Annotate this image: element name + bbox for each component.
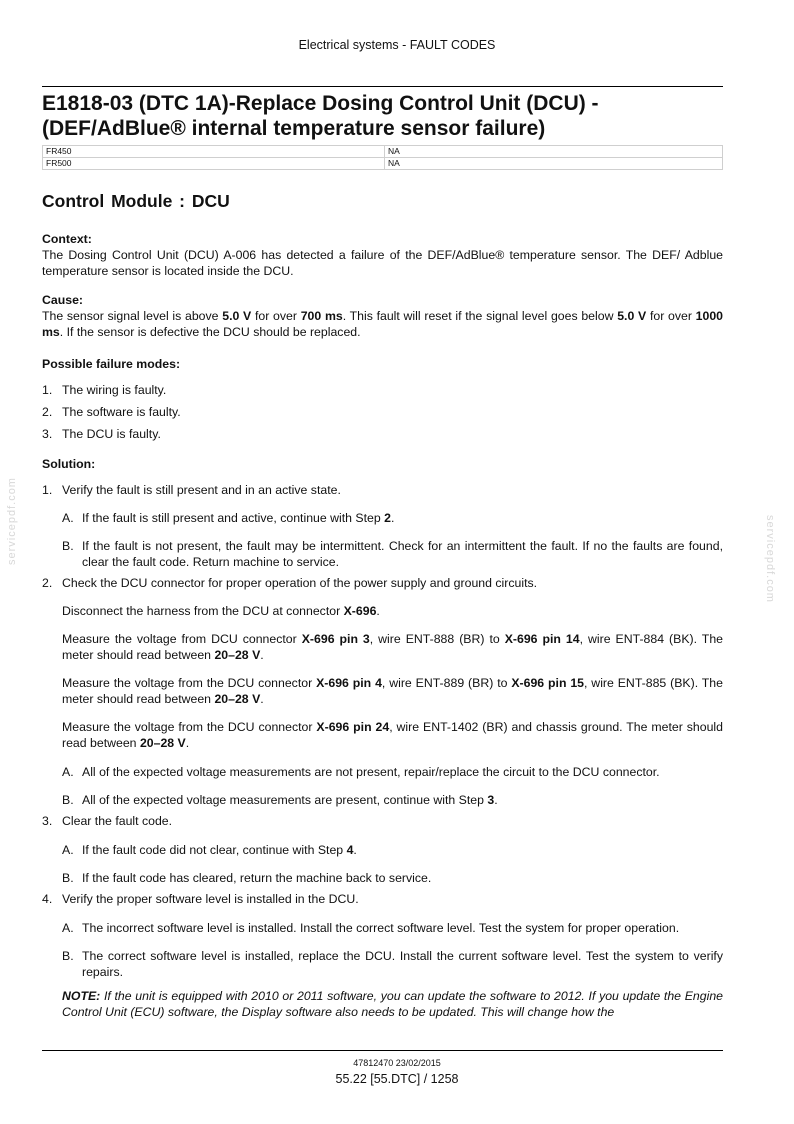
step-2-option-a: A. All of the expected voltage measurements are not present, repair/replace the circuit to the DCU connector. — [62, 765, 660, 779]
step-2-measure-3: Measure the voltage from the DCU connector X-696 pin 24, wire ENT-1402 (BR) and chassis ground. The meter should read between 20–28 V. — [62, 720, 724, 750]
value-cell: NA — [385, 146, 723, 158]
table-row — [43, 146, 723, 158]
model-cell: FR500 — [43, 158, 385, 170]
title-line-2: (DEF/AdBlue® internal temperature sensor failure) — [42, 117, 546, 140]
cause-text: The sensor signal level is above 5.0 V for over 700 ms. This fault will reset if the signal level goes below 5.0 V for over 1000 ms. If the sensor is defective the DCU should be replaced. — [42, 309, 724, 339]
list-item: 1. The wiring is faulty. — [42, 383, 167, 397]
solution-step-2: 2. Check the DCU connector for proper operation of the power supply and ground circuits. — [42, 576, 538, 590]
footer-document-id: 47812470 23/02/2015 — [353, 1058, 441, 1068]
model-applicability-table — [42, 145, 723, 170]
solution-step-4: 4. Verify the proper software level is installed in the DCU. — [42, 892, 359, 906]
value-cell: NA — [385, 158, 723, 170]
footer-page-number: 55.22 [55.DTC] / 1258 — [335, 1072, 459, 1086]
page-title — [42, 91, 732, 141]
step-2-option-b: B. All of the expected voltage measurements are present, continue with Step 3. — [62, 793, 498, 807]
list-item: 2. The software is faulty. — [42, 405, 181, 419]
list-item: 3. The DCU is faulty. — [42, 427, 161, 441]
step-1-option-b: B. If the fault is not present, the fault may be intermittent. Check for an intermittent the fault. If no the faults are found, clear the fault code. Return machine to service. — [62, 539, 723, 569]
step-1-option-a: A. If the fault is still present and active, continue with Step 2. — [62, 511, 395, 525]
main-content — [42, 231, 723, 1020]
step-3-option-a: A. If the fault code did not clear, continue with Step 4. — [62, 843, 357, 857]
solution-step-1: 1. Verify the fault is still present and in an active state. — [42, 483, 341, 497]
step-4-option-b: B. The correct software level is installed, replace the DCU. Install the current software level. Test the system to verify repairs. — [62, 949, 723, 979]
model-cell: FR450 — [43, 146, 385, 158]
title-line-1: E1818-03 (DTC 1A)-Replace Dosing Control Unit (DCU) - — [42, 92, 599, 115]
watermark-right: servicepdf.com — [764, 515, 776, 603]
watermark-left: servicepdf.com — [6, 477, 18, 565]
context-text: The Dosing Control Unit (DCU) A-006 has detected a failure of the DEF/AdBlue® temperature sensor. The DEF/ Adblue temperature sensor is located inside the DCU. — [42, 248, 723, 278]
header-rule — [42, 86, 723, 87]
step-4-option-a: A. The incorrect software level is installed. Install the correct software level. Test the system for proper operation. — [62, 921, 680, 935]
control-module-heading: Control Module : DCU — [42, 191, 230, 211]
step-2-disconnect: Disconnect the harness from the DCU at connector X-696. — [62, 604, 380, 618]
note-label: NOTE: — [62, 989, 101, 1003]
step-2-measure-1: Measure the voltage from DCU connector X-696 pin 3, wire ENT-888 (BR) to X-696 pin 14, wire ENT-884 (BK). The meter should read between 20–28 V. — [62, 632, 723, 662]
context-label: Context: — [42, 232, 92, 246]
cause-label: Cause: — [42, 293, 84, 307]
footer-rule — [42, 1050, 723, 1051]
running-header: Electrical systems - FAULT CODES — [298, 38, 496, 52]
step-3-option-b: B. If the fault code has cleared, return the machine back to service. — [62, 871, 432, 885]
table-row — [43, 158, 723, 170]
failure-modes-list — [42, 382, 723, 442]
solution-label: Solution: — [42, 457, 96, 471]
failure-modes-label: Possible failure modes: — [42, 357, 181, 371]
note-paragraph: NOTE: If the unit is equipped with 2010 or 2011 software, you can update the software to 2012. If you update the Engine Control Unit (ECU) software, the Display software also needs to be updated. This will change how the — [62, 989, 723, 1019]
solution-step-3: 3. Clear the fault code. — [42, 814, 173, 828]
step-2-measure-2: Measure the voltage from the DCU connector X-696 pin 4, wire ENT-889 (BR) to X-696 pin 15, wire ENT-885 (BK). The meter should read between 20–28 V. — [62, 676, 723, 706]
